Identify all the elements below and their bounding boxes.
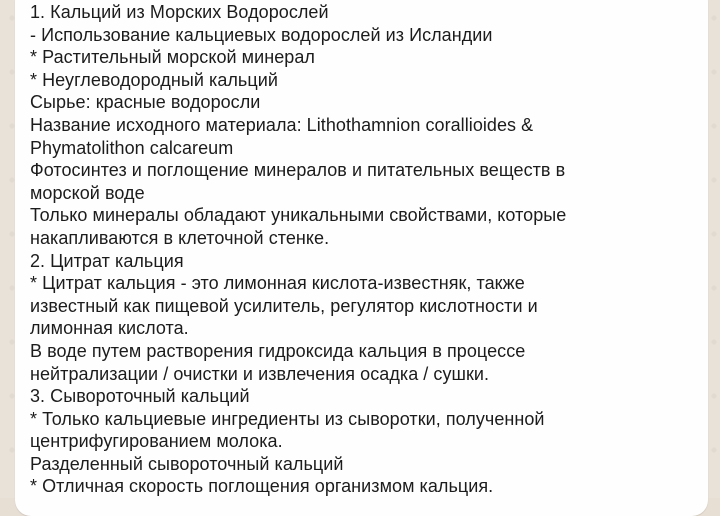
message-line: Phymatolithon calcareum — [30, 137, 234, 158]
message-line: Только минералы обладают уникальными свойствами, которые — [30, 205, 567, 226]
message-line: * Цитрат кальция - это лимонная кислота-известняк, также — [30, 273, 525, 294]
message-line: центрифугированием молока. — [30, 431, 283, 452]
message-line: нейтрализации / очистки и извлечения осадка / сушки. — [30, 363, 490, 384]
message-line: * Только кальциевые ингредиенты из сыворотки, полученной — [30, 408, 545, 429]
message-line: В воде путем растворения гидроксида кальция в процессе — [30, 340, 526, 361]
message-line: * Неуглеводородный кальций — [30, 69, 278, 90]
message-text — [30, 1, 702, 498]
message-line: 2. Цитрат кальция — [30, 250, 184, 271]
message-line: * Растительный морской минерал — [30, 47, 315, 68]
message-line: известный как пищевой усилитель, регулятор кислотности и — [30, 295, 538, 316]
message-line: Название исходного материала: Lithothamnion corallioides & — [30, 114, 534, 135]
message-line: лимонная кислота. — [30, 318, 189, 339]
message-line: 1. Кальций из Морских Водорослей — [30, 2, 329, 22]
message-line: накапливаются в клеточной стенке. — [30, 227, 330, 248]
message-line: 3. Сывороточный кальций — [30, 386, 250, 407]
message-line: - Использование кальциевых водорослей из Исландии — [30, 24, 493, 45]
message-line: * Отличная скорость поглощения организмом кальция. — [30, 476, 494, 497]
message-line: Фотосинтез и поглощение минералов и питательных веществ в — [30, 160, 566, 181]
message-line: Разделенный сывороточный кальций — [30, 453, 344, 474]
message-line: Сырье: красные водоросли — [30, 92, 261, 113]
message-line: морской воде — [30, 182, 145, 203]
